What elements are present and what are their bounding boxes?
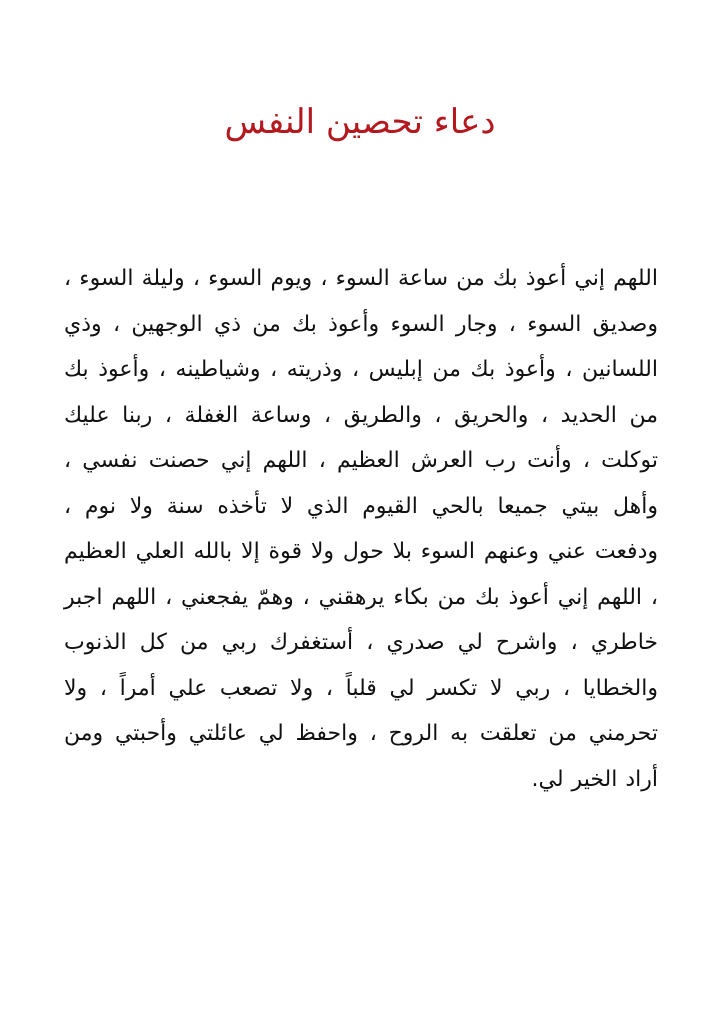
prayer-body-text: اللهم إني أعوذ بك من ساعة السوء ، ويوم السوء ، وليلة السوء ، وصديق السوء ، وجار السوء وأعوذ بك من ذي الوجهين ، وذي اللسانين ، وأعوذ بك من إبليس ، وذريته ، وشياطينه ، وأعوذ بك من الحديد ، والحريق ، والطريق ، وساعة الغفلة ، ربنا عليك توكلت ، وأنت رب العرش العظيم ، اللهم إني حصنت نفسي ، وأهل بيتي جميعا بالحي القيوم الذي لا تأخذه سنة ولا نوم ، ودفعت عني وعنهم السوء بلا حول ولا قوة إلا بالله العلي العظيم ، اللهم إني أعوذ بك من بكاء يرهقني ، وهمّ يفجعني ، اللهم اجبر خاطري ، واشرح لي صدري ، أستغفرك ربي من كل الذنوب والخطايا ، ربي لا تكسر لي قلباً ، ولا تصعب علي أمراً ، ولا تحرمني من تعلقت به الروح ، واحفظ لي عائلتي وأحبتي ومن أراد الخير لي. bbox=[64, 266, 658, 792]
page-title: دعاء تحصين النفس bbox=[224, 102, 496, 142]
